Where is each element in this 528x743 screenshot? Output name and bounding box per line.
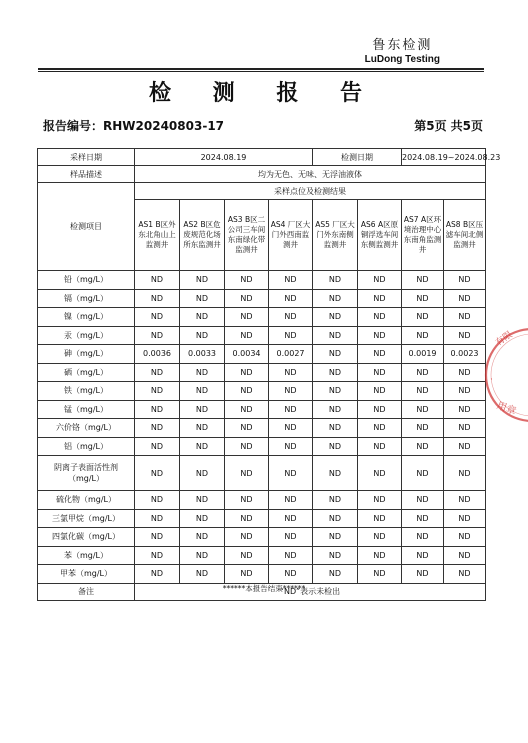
remark-label: 备注 xyxy=(38,583,135,600)
result-cell: 0.0027 xyxy=(269,345,313,364)
result-cell: ND xyxy=(402,509,444,528)
result-cell: ND xyxy=(358,528,402,547)
site-header-7: AS7 A区环境治理中心东南角监测井 xyxy=(402,200,444,271)
result-cell: ND xyxy=(269,546,313,565)
result-cell: ND xyxy=(402,308,444,327)
result-cell: ND xyxy=(135,509,180,528)
result-cell: ND xyxy=(135,289,180,308)
result-cell: ND xyxy=(180,363,225,382)
result-cell: ND xyxy=(180,382,225,401)
item-name: 甲苯（mg/L） xyxy=(38,565,135,584)
result-cell: ND xyxy=(402,565,444,584)
result-cell: ND xyxy=(135,419,180,438)
result-cell: ND xyxy=(313,345,358,364)
result-cell: ND xyxy=(269,565,313,584)
header-rule-thin xyxy=(38,71,484,72)
item-name: 铝（mg/L） xyxy=(38,437,135,456)
result-cell: ND xyxy=(444,528,486,547)
result-cell: ND xyxy=(402,400,444,419)
page-total: 共5页 xyxy=(450,119,483,133)
table-row xyxy=(38,546,486,565)
result-cell: ND xyxy=(269,437,313,456)
table-row xyxy=(38,419,486,438)
result-cell: ND xyxy=(135,363,180,382)
result-cell: ND xyxy=(269,326,313,345)
table-row xyxy=(38,345,486,364)
result-cell: ND xyxy=(358,419,402,438)
brand-block xyxy=(365,34,440,65)
result-cell: ND xyxy=(313,308,358,327)
result-cell: ND xyxy=(269,528,313,547)
result-cell: ND xyxy=(180,546,225,565)
svg-text:·: · xyxy=(490,375,493,385)
item-name: 铁（mg/L） xyxy=(38,382,135,401)
result-cell: ND xyxy=(358,509,402,528)
table-row xyxy=(38,289,486,308)
result-cell: ND xyxy=(313,400,358,419)
result-cell: ND xyxy=(225,565,269,584)
item-header: 检测项目 xyxy=(38,183,135,271)
result-cell: ND xyxy=(269,289,313,308)
result-cell: ND xyxy=(444,400,486,419)
result-cell: ND xyxy=(358,382,402,401)
report-title: 检 测 报 告 xyxy=(149,81,379,106)
site-header-3: AS3 B区二公司三车间东南绿化带监测井 xyxy=(225,200,269,271)
item-name: 镍（mg/L） xyxy=(38,308,135,327)
table-row xyxy=(38,400,486,419)
result-cell: ND xyxy=(135,382,180,401)
sample-date-label: 采样日期 xyxy=(38,149,135,166)
result-cell: ND xyxy=(225,308,269,327)
result-cell: ND xyxy=(402,363,444,382)
result-cell: ND xyxy=(402,271,444,290)
result-cell: ND xyxy=(180,456,225,491)
item-name: 锰（mg/L） xyxy=(38,400,135,419)
result-cell: 0.0036 xyxy=(135,345,180,364)
svg-text:有限: 有限 xyxy=(493,329,515,349)
table-row xyxy=(38,528,486,547)
result-cell: ND xyxy=(402,326,444,345)
result-cell: ND xyxy=(313,271,358,290)
result-cell: ND xyxy=(358,456,402,491)
item-name: 阴离子表面活性剂（mg/L） xyxy=(38,456,135,491)
result-cell: ND xyxy=(402,437,444,456)
result-cell: ND xyxy=(444,546,486,565)
result-cell: ND xyxy=(444,491,486,510)
result-cell: ND xyxy=(225,326,269,345)
result-cell: ND xyxy=(444,326,486,345)
result-cell: ND xyxy=(444,308,486,327)
result-cell: ND xyxy=(444,289,486,308)
result-cell: ND xyxy=(402,491,444,510)
result-cell: ND xyxy=(313,546,358,565)
item-name: 四氯化碳（mg/L） xyxy=(38,528,135,547)
result-cell: 0.0033 xyxy=(180,345,225,364)
result-cell: ND xyxy=(225,271,269,290)
table-row xyxy=(38,491,486,510)
result-cell: ND xyxy=(180,565,225,584)
result-cell: ND xyxy=(269,363,313,382)
result-cell: ND xyxy=(444,509,486,528)
sample-desc-value: 均为无色、无味、无浮油液体 xyxy=(135,166,486,183)
result-cell: ND xyxy=(180,308,225,327)
result-cell: ND xyxy=(358,271,402,290)
result-cell: ND xyxy=(313,528,358,547)
result-cell: ND xyxy=(135,271,180,290)
group-header: 采样点位及检测结果 xyxy=(135,183,486,200)
result-cell: ND xyxy=(135,308,180,327)
result-cell: ND xyxy=(225,289,269,308)
result-cell: ND xyxy=(269,400,313,419)
result-cell: ND xyxy=(225,400,269,419)
result-cell: ND xyxy=(269,419,313,438)
brand-name-en: LuDong Testing xyxy=(364,54,440,65)
result-cell: ND xyxy=(402,382,444,401)
result-cell: ND xyxy=(225,509,269,528)
result-cell: ND xyxy=(313,565,358,584)
result-cell: ND xyxy=(135,400,180,419)
page-indicator xyxy=(410,117,483,134)
result-cell: ND xyxy=(313,437,358,456)
result-cell: ND xyxy=(444,437,486,456)
page-current: 第5页 xyxy=(414,119,447,133)
brand-name-cn: 鲁东检测 xyxy=(372,38,433,53)
result-cell: ND xyxy=(225,528,269,547)
remark-value: “ND”表示未检出 xyxy=(135,583,486,600)
result-cell: ND xyxy=(358,289,402,308)
item-name: 砷（mg/L） xyxy=(38,345,135,364)
report-end-note: ******本报告结束****** xyxy=(222,584,306,593)
result-cell: ND xyxy=(402,419,444,438)
result-cell: ND xyxy=(358,565,402,584)
report-number xyxy=(43,117,224,134)
result-cell: ND xyxy=(269,456,313,491)
result-cell: ND xyxy=(269,382,313,401)
table-row xyxy=(38,271,486,290)
result-cell: ND xyxy=(180,400,225,419)
result-cell: ND xyxy=(358,326,402,345)
site-header-8: AS8 B区压滤车间北侧监测井 xyxy=(444,200,486,271)
result-cell: ND xyxy=(313,289,358,308)
result-cell: ND xyxy=(358,345,402,364)
site-header-6: AS6 A区原铜浮选车间东侧监测井 xyxy=(358,200,402,271)
result-cell: ND xyxy=(135,565,180,584)
svg-text:用章: 用章 xyxy=(494,400,518,418)
result-cell: ND xyxy=(358,363,402,382)
result-cell: ND xyxy=(135,437,180,456)
result-cell: ND xyxy=(269,509,313,528)
result-cell: ND xyxy=(180,271,225,290)
test-date-value: 2024.08.19~2024.08.23 xyxy=(402,149,486,166)
item-name: 汞（mg/L） xyxy=(38,326,135,345)
result-cell: ND xyxy=(313,491,358,510)
table-row xyxy=(38,456,486,491)
result-cell: ND xyxy=(225,382,269,401)
results-table xyxy=(37,148,501,601)
item-name: 硫化物（mg/L） xyxy=(38,491,135,510)
result-cell: 0.0034 xyxy=(225,345,269,364)
result-cell: ND xyxy=(444,419,486,438)
test-date-label: 检测日期 xyxy=(313,149,402,166)
sample-date-value: 2024.08.19 xyxy=(135,149,313,166)
result-cell: ND xyxy=(313,363,358,382)
result-cell: ND xyxy=(358,308,402,327)
result-cell: ND xyxy=(225,491,269,510)
result-cell: ND xyxy=(180,528,225,547)
result-cell: 0.0019 xyxy=(402,345,444,364)
result-cell: ND xyxy=(269,271,313,290)
result-cell: ND xyxy=(444,363,486,382)
item-name: 六价铬（mg/L） xyxy=(38,419,135,438)
header-rule xyxy=(38,68,484,70)
result-cell: ND xyxy=(444,271,486,290)
site-header-1: AS1 B区外东北角山上监测井 xyxy=(135,200,180,271)
result-cell: ND xyxy=(313,456,358,491)
result-cell: ND xyxy=(313,419,358,438)
result-cell: ND xyxy=(402,456,444,491)
result-cell: ND xyxy=(180,289,225,308)
result-cell: ND xyxy=(180,326,225,345)
sample-desc-label: 样品描述 xyxy=(38,166,135,183)
table-row xyxy=(38,326,486,345)
table-row xyxy=(38,363,486,382)
item-name: 苯（mg/L） xyxy=(38,546,135,565)
site-header-4: AS4 厂区大门外西南监测井 xyxy=(269,200,313,271)
result-cell: ND xyxy=(444,565,486,584)
result-cell: ND xyxy=(180,509,225,528)
item-name: 镉（mg/L） xyxy=(38,289,135,308)
result-cell: ND xyxy=(135,528,180,547)
table-row xyxy=(38,382,486,401)
table-row xyxy=(38,565,486,584)
result-cell: ND xyxy=(180,437,225,456)
result-cell: ND xyxy=(180,491,225,510)
result-cell: ND xyxy=(225,419,269,438)
item-name: 硒（mg/L） xyxy=(38,363,135,382)
result-cell: ND xyxy=(225,437,269,456)
table-row xyxy=(38,437,486,456)
result-cell: ND xyxy=(269,308,313,327)
site-header-2: AS2 B区危废规范化场所东监测井 xyxy=(180,200,225,271)
result-cell: ND xyxy=(358,400,402,419)
item-name: 铅（mg/L） xyxy=(38,271,135,290)
result-cell: ND xyxy=(225,456,269,491)
result-cell: ND xyxy=(135,456,180,491)
result-cell: ND xyxy=(225,546,269,565)
report-number-value: RHW20240803-17 xyxy=(103,119,225,133)
site-header-5: AS5 厂区大门外东南侧监测井 xyxy=(313,200,358,271)
result-cell: ND xyxy=(444,456,486,491)
official-stamp-partial xyxy=(484,320,528,430)
result-cell: ND xyxy=(358,437,402,456)
result-cell: ND xyxy=(402,528,444,547)
report-number-label: 报告编号： xyxy=(43,119,104,133)
result-cell: 0.0023 xyxy=(444,345,486,364)
result-cell: ND xyxy=(313,326,358,345)
result-cell: ND xyxy=(313,509,358,528)
table-row xyxy=(38,308,486,327)
item-name: 三氯甲烷（mg/L） xyxy=(38,509,135,528)
result-cell: ND xyxy=(358,491,402,510)
table-row xyxy=(38,509,486,528)
result-cell: ND xyxy=(135,491,180,510)
result-cell: ND xyxy=(402,546,444,565)
result-cell: ND xyxy=(135,546,180,565)
result-cell: ND xyxy=(444,382,486,401)
result-cell: ND xyxy=(225,363,269,382)
result-cell: ND xyxy=(269,491,313,510)
result-cell: ND xyxy=(313,382,358,401)
result-cell: ND xyxy=(180,419,225,438)
result-cell: ND xyxy=(358,546,402,565)
result-cell: ND xyxy=(402,289,444,308)
result-cell: ND xyxy=(135,326,180,345)
